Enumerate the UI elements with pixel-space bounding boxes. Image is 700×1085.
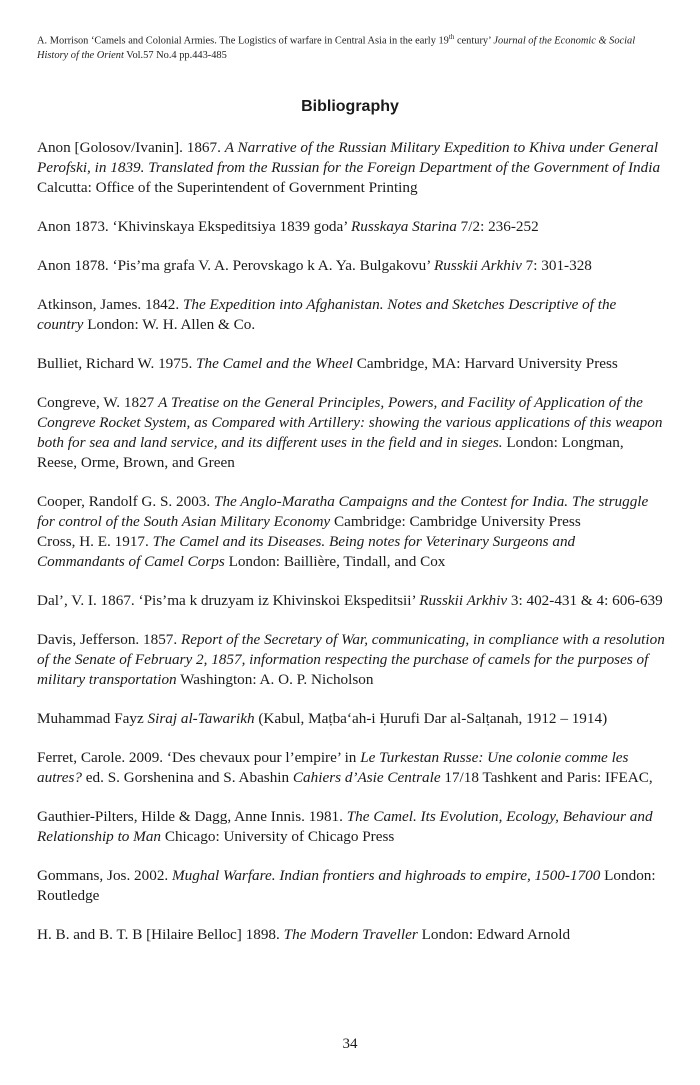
bib-entry: Muhammad Fayz Siraj al-Tawarikh (Kabul, Maṭba‘ah-i Ḥurufi Dar al-Salṭanah, 1912 – 1914)	[37, 710, 608, 727]
header-journal-b: Economic & Social History of the Orient	[37, 35, 636, 62]
header-citation: A. Morrison ‘Camels and Colonial Armies. The Logistics of warfare in Central Asia in the early 19	[37, 35, 449, 47]
bibliography-list	[37, 138, 665, 964]
bib-entry: Gauthier-Pilters, Hilde & Dagg, Anne Innis. 1981. The Camel. Its Evolution, Ecology, Behaviour and Relationship to Man Chicago: University of Chicago Press	[37, 808, 653, 845]
bib-entry: Davis, Jefferson. 1857. Report of the Secretary of War, communicating, in compliance with a resolution of the Senate of February 2, 1857, information respecting the purchase of camels for the purposes of military transportation Washington: A. O. P. Nicholson	[37, 631, 665, 688]
bib-entry: Cross, H. E. 1917. The Camel and its Diseases. Being notes for Veterinary Surgeons and Commandants of Camel Corps London: Baillière, Tindall, and Cox	[37, 533, 576, 570]
bib-entry: Atkinson, James. 1842. The Expedition into Afghanistan. Notes and Sketches Descriptive of the country London: W. H. Allen & Co.	[37, 296, 617, 333]
bib-entry: Gommans, Jos. 2002. Mughal Warfare. Indian frontiers and highroads to empire, 1500-1700 London: Routledge	[37, 867, 656, 904]
bib-entry: Ferret, Carole. 2009. ‘Des chevaux pour l’empire’ in Le Turkestan Russe: Une colonie comme les autres? ed. S. Gorshenina and S. Abashin Cahiers d’Asie Centrale 17/18 Tashkent and Paris: IFEAC,	[37, 749, 653, 786]
page-title: Bibliography	[301, 98, 399, 115]
bib-entry: Congreve, W. 1827 A Treatise on the General Principles, Powers, and Facility of Application of the Congreve Rocket System, as Compared with Artillery: showing the various applications of this weapon both for sea and land service, and its different uses in the field and in sieges. London: Longman, Reese, Orme, Brown, and Green	[37, 394, 663, 471]
header-journal-a: Journal of the	[493, 35, 552, 47]
header-volume: Vol.57 No.4 pp.443-485	[123, 50, 227, 62]
bib-entry: Cooper, Randolf G. S. 2003. The Anglo-Maratha Campaigns and the Contest for India. The struggle for control of the South Asian Military Economy Cambridge: Cambridge University Press	[37, 493, 649, 530]
bib-entry: Anon 1873. ‘Khivinskaya Ekspeditsiya 1839 goda’ Russkaya Starina 7/2: 236-252	[37, 218, 539, 235]
header-citation-cont: century’	[454, 35, 494, 47]
bib-entry: Anon 1878. ‘Pis’ma grafa V. A. Perovskago k A. Ya. Bulgakovu’ Russkii Arkhiv 7: 301-328	[37, 257, 592, 274]
running-header	[37, 30, 667, 63]
bib-entry: H. B. and B. T. B [Hilaire Belloc] 1898. The Modern Traveller London: Edward Arnold	[37, 926, 571, 943]
header-superscript: th	[448, 33, 455, 41]
bib-entry: Anon [Golosov/Ivanin]. 1867. A Narrative of the Russian Military Expedition to Khiva under General Perofski, in 1839. Translated from the Russian for the Foreign Department of the Government of India Calcutta: Office of the Superintendent of Government Printing	[37, 139, 661, 196]
page-number: 34	[342, 1036, 358, 1052]
bib-entry: Dal’, V. I. 1867. ‘Pis’ma k druzyam iz Khivinskoi Ekspeditsii’ Russkii Arkhiv 3: 402-431 & 4: 606-639	[37, 592, 663, 609]
bib-entry: Bulliet, Richard W. 1975. The Camel and the Wheel Cambridge, MA: Harvard University Press	[37, 355, 618, 372]
